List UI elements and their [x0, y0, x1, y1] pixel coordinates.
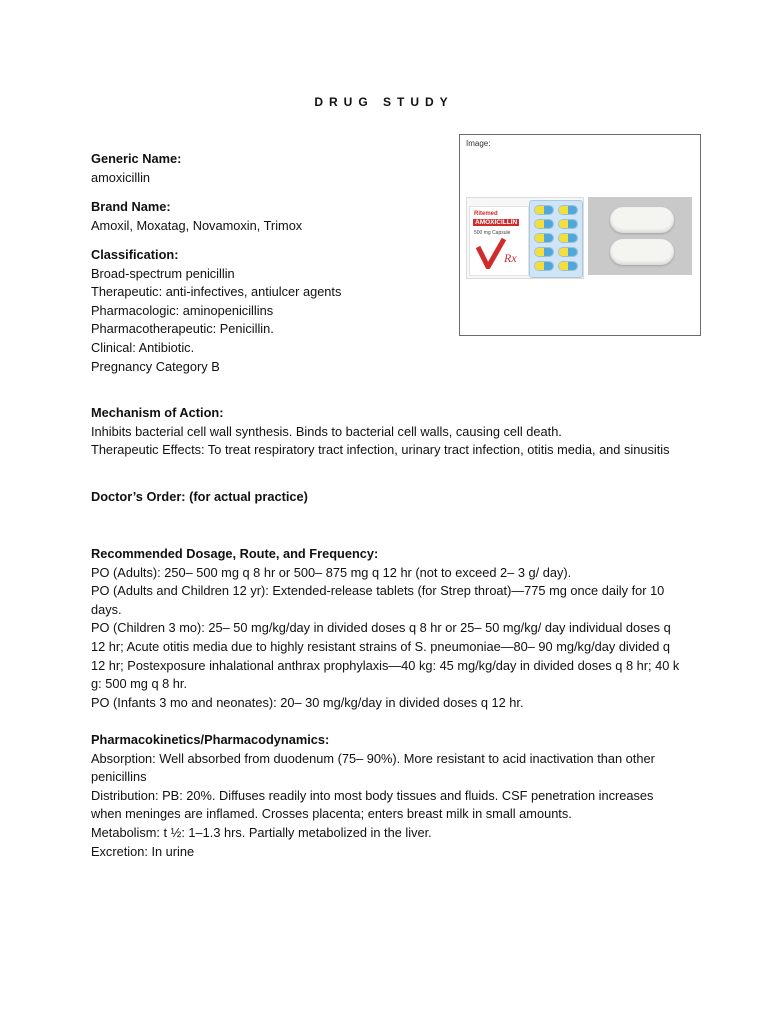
pharmacokinetics-heading: Pharmacokinetics/Pharmacodynamics:	[91, 732, 330, 747]
dosage-heading: Recommended Dosage, Route, and Frequency:	[91, 546, 379, 561]
classification-line: Clinical: Antibiotic.	[91, 339, 195, 355]
checkmark-logo-icon	[476, 237, 506, 269]
classification-line: Pregnancy Category B	[91, 358, 220, 374]
generic-name-heading: Generic Name:	[91, 151, 182, 166]
dosage-adults: PO (Adults): 250– 500 mg q 8 hr or 500– 875 mg q 12 hr (not to exceed 2– 3 g/ day).	[91, 564, 572, 580]
classification-line: Therapeutic: anti-infectives, antiulcer agents	[91, 284, 342, 300]
excretion-text: Excretion: In urine	[91, 843, 195, 859]
capsule-icon	[559, 220, 577, 228]
brand-name-heading: Brand Name:	[91, 199, 171, 214]
pack-strength: 500 mg Capsule	[474, 230, 511, 236]
metabolism-text: Metabolism: t ½: 1–1.3 hrs. Partially metabolized in the liver.	[91, 824, 432, 840]
classification-line: Broad-spectrum penicillin	[91, 265, 235, 281]
dosage-infants: PO (Infants 3 mo and neonates): 20– 30 mg/kg/day in divided doses q 12 hr.	[91, 694, 524, 710]
generic-name-value: amoxicillin	[91, 169, 151, 185]
capsule-icon	[535, 262, 553, 270]
mechanism-section	[91, 404, 691, 460]
absorption-text: Absorption: Well absorbed from duodenum (75– 90%). More resistant to acid inactivation than other penicillins	[91, 750, 655, 785]
medicine-pack-photo	[466, 197, 584, 279]
doctors-order-heading: Doctor’s Order: (for actual practice)	[91, 489, 308, 504]
dosage-adults-children: PO (Adults and Children 12 yr): Extended-release tablets (for Strep throat)—775 mg once daily for 10 days.	[91, 583, 665, 617]
blister-pack	[529, 200, 583, 278]
capsule-icon	[559, 206, 577, 214]
tablets-photo	[588, 197, 692, 275]
therapeutic-effects-text: Therapeutic Effects: To treat respiratory tract infection, urinary tract infection, otitis media, and sinusitis	[91, 442, 670, 458]
tablet-icon	[610, 207, 674, 233]
pack-brand: Ritemed	[474, 211, 498, 217]
classification-line: Pharmacotherapeutic: Penicillin.	[91, 321, 274, 337]
mechanism-text: Inhibits bacterial cell wall synthesis. Binds to bacterial cell walls, causing cell death.	[91, 423, 562, 439]
dosage-section	[91, 545, 691, 712]
capsule-icon	[559, 262, 577, 270]
drug-image-box	[459, 134, 701, 336]
dosage-children: PO (Children 3 mo): 25– 50 mg/kg/day in divided doses q 8 hr or 25– 50 mg/kg/ day individual doses q 12 hr; Acute otitis media due to highly resistant strains of S. pneumoniae—80– 90 mg/kg/day divided q 12 hr; Postexposure inhalational anthrax prophylaxis—40 kg: 45 mg/kg/day in divided doses q 8 hr; 40 k g: 500 mg q 8 hr.	[91, 620, 680, 692]
capsule-icon	[535, 234, 553, 242]
pack-name: AMOXICILLIN	[475, 219, 518, 226]
classification-line: Pharmacologic: aminopenicillins	[91, 302, 274, 318]
pharmacokinetics-section	[91, 731, 691, 861]
image-caption: Image:	[466, 139, 491, 148]
capsule-icon	[559, 234, 577, 242]
capsule-icon	[535, 206, 553, 214]
medicine-box	[469, 206, 529, 276]
brand-name-value: Amoxil, Moxatag, Novamoxin, Trimox	[91, 217, 303, 233]
doctors-order-section	[91, 488, 691, 507]
capsule-icon	[559, 248, 577, 256]
capsule-icon	[535, 248, 553, 256]
mechanism-heading: Mechanism of Action:	[91, 405, 224, 420]
classification-heading: Classification:	[91, 247, 179, 262]
distribution-text: Distribution: PB: 20%. Diffuses readily into most body tissues and fluids. CSF penetration increases when meninges are inflamed. Crosses placenta; enters breast milk in small amounts.	[91, 787, 654, 822]
pack-rx: Rx	[504, 251, 517, 265]
page-title: DRUG STUDY	[314, 95, 454, 109]
tablet-icon	[610, 239, 674, 265]
capsule-icon	[535, 220, 553, 228]
